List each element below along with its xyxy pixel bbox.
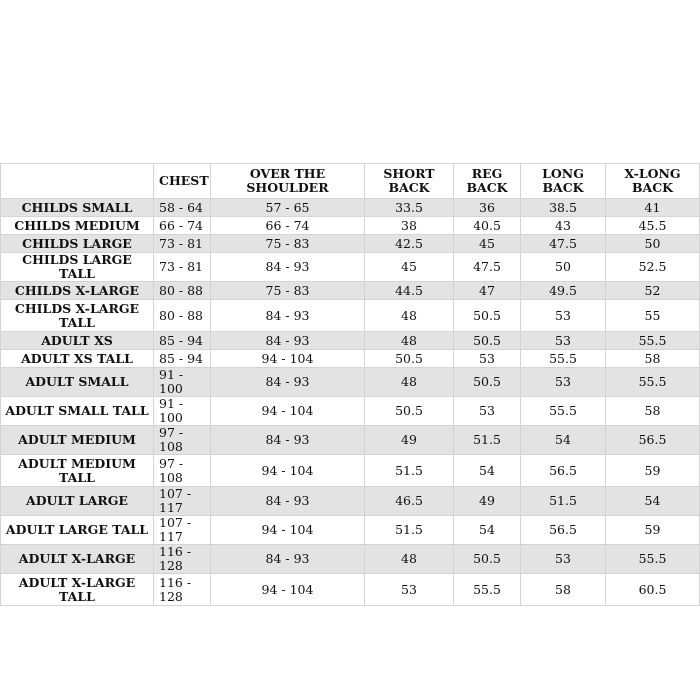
cell-short-back: 50.5 [365,397,454,426]
cell-x-long-back: 50 [606,235,700,253]
cell-x-long-back: 59 [606,516,700,545]
cell-short-back: 48 [365,332,454,350]
cell-reg-back: 47 [454,282,521,300]
cell-long-back: 55.5 [521,397,606,426]
table-row [1,574,700,606]
cell-x-long-back: 56.5 [606,426,700,455]
cell-long-back: 38.5 [521,199,606,217]
cell-reg-back: 50.5 [454,332,521,350]
cell-x-long-back: 60.5 [606,574,700,606]
table-row [1,253,700,282]
cell-over-the-shoulder: 57 - 65 [211,199,365,217]
cell-reg-back: 50.5 [454,368,521,397]
cell-size-name: ADULT SMALL [1,368,154,397]
cell-long-back: 53 [521,545,606,574]
table-row [1,368,700,397]
table-row [1,199,700,217]
cell-over-the-shoulder: 66 - 74 [211,217,365,235]
header-size-cell [1,164,154,199]
table-row [1,487,700,516]
cell-over-the-shoulder: 84 - 93 [211,300,365,332]
cell-short-back: 46.5 [365,487,454,516]
cell-size-name: ADULT X-LARGE [1,545,154,574]
header-row [1,164,700,199]
cell-long-back: 55.5 [521,350,606,368]
cell-over-the-shoulder: 84 - 93 [211,426,365,455]
cell-over-the-shoulder: 94 - 104 [211,574,365,606]
cell-chest: 85 - 94 [154,350,211,368]
cell-over-the-shoulder: 94 - 104 [211,397,365,426]
cell-chest: 66 - 74 [154,217,211,235]
cell-chest: 97 - 108 [154,455,211,487]
table-row [1,426,700,455]
cell-long-back: 49.5 [521,282,606,300]
cell-x-long-back: 45.5 [606,217,700,235]
cell-chest: 107 - 117 [154,487,211,516]
cell-reg-back: 51.5 [454,426,521,455]
table-row [1,300,700,332]
cell-long-back: 53 [521,332,606,350]
cell-reg-back: 49 [454,487,521,516]
cell-long-back: 58 [521,574,606,606]
cell-reg-back: 54 [454,516,521,545]
cell-x-long-back: 55.5 [606,332,700,350]
cell-chest: 97 - 108 [154,426,211,455]
cell-long-back: 43 [521,217,606,235]
cell-short-back: 42.5 [365,235,454,253]
cell-short-back: 51.5 [365,516,454,545]
cell-short-back: 38 [365,217,454,235]
cell-size-name: ADULT XS TALL [1,350,154,368]
header-over-the-shoulder: OVER THE SHOULDER [211,164,365,199]
cell-long-back: 53 [521,300,606,332]
cell-long-back: 51.5 [521,487,606,516]
table-row [1,235,700,253]
cell-chest: 58 - 64 [154,199,211,217]
cell-reg-back: 40.5 [454,217,521,235]
cell-chest: 91 - 100 [154,397,211,426]
cell-x-long-back: 54 [606,487,700,516]
cell-reg-back: 54 [454,455,521,487]
cell-size-name: ADULT MEDIUM [1,426,154,455]
cell-over-the-shoulder: 84 - 93 [211,368,365,397]
cell-reg-back: 53 [454,397,521,426]
cell-x-long-back: 41 [606,199,700,217]
cell-long-back: 53 [521,368,606,397]
header-chest: CHEST [154,164,211,199]
table-row [1,282,700,300]
cell-size-name: ADULT MEDIUM TALL [1,455,154,487]
table-row [1,545,700,574]
size-chart-table [0,163,700,606]
cell-x-long-back: 52.5 [606,253,700,282]
cell-chest: 73 - 81 [154,253,211,282]
cell-size-name: ADULT LARGE [1,487,154,516]
cell-over-the-shoulder: 94 - 104 [211,455,365,487]
cell-short-back: 45 [365,253,454,282]
cell-short-back: 33.5 [365,199,454,217]
cell-long-back: 54 [521,426,606,455]
cell-reg-back: 50.5 [454,545,521,574]
cell-reg-back: 47.5 [454,253,521,282]
table-row [1,332,700,350]
cell-chest: 80 - 88 [154,282,211,300]
header-reg-back: REG BACK [454,164,521,199]
cell-size-name: CHILDS X-LARGE [1,282,154,300]
cell-over-the-shoulder: 84 - 93 [211,487,365,516]
cell-reg-back: 45 [454,235,521,253]
cell-short-back: 44.5 [365,282,454,300]
cell-chest: 116 - 128 [154,574,211,606]
cell-size-name: ADULT X-LARGE TALL [1,574,154,606]
cell-over-the-shoulder: 84 - 93 [211,332,365,350]
cell-x-long-back: 55.5 [606,545,700,574]
cell-chest: 107 - 117 [154,516,211,545]
header-long-back: LONG BACK [521,164,606,199]
cell-size-name: ADULT LARGE TALL [1,516,154,545]
cell-over-the-shoulder: 84 - 93 [211,545,365,574]
cell-short-back: 48 [365,368,454,397]
table-header [1,164,700,199]
cell-reg-back: 50.5 [454,300,521,332]
cell-short-back: 53 [365,574,454,606]
cell-over-the-shoulder: 84 - 93 [211,253,365,282]
table-row [1,350,700,368]
cell-short-back: 48 [365,545,454,574]
cell-reg-back: 36 [454,199,521,217]
cell-chest: 80 - 88 [154,300,211,332]
cell-short-back: 49 [365,426,454,455]
cell-size-name: CHILDS LARGE TALL [1,253,154,282]
cell-over-the-shoulder: 75 - 83 [211,235,365,253]
cell-short-back: 48 [365,300,454,332]
cell-x-long-back: 52 [606,282,700,300]
cell-over-the-shoulder: 75 - 83 [211,282,365,300]
cell-size-name: CHILDS MEDIUM [1,217,154,235]
cell-x-long-back: 55 [606,300,700,332]
cell-chest: 85 - 94 [154,332,211,350]
table-row [1,397,700,426]
cell-x-long-back: 55.5 [606,368,700,397]
cell-long-back: 56.5 [521,516,606,545]
cell-x-long-back: 58 [606,397,700,426]
cell-size-name: CHILDS SMALL [1,199,154,217]
cell-long-back: 56.5 [521,455,606,487]
table-row [1,516,700,545]
cell-chest: 91 - 100 [154,368,211,397]
cell-size-name: CHILDS LARGE [1,235,154,253]
cell-long-back: 50 [521,253,606,282]
cell-short-back: 50.5 [365,350,454,368]
cell-reg-back: 53 [454,350,521,368]
cell-size-name: ADULT XS [1,332,154,350]
cell-chest: 116 - 128 [154,545,211,574]
cell-x-long-back: 58 [606,350,700,368]
header-x-long-back: X-LONG BACK [606,164,700,199]
cell-long-back: 47.5 [521,235,606,253]
cell-x-long-back: 59 [606,455,700,487]
cell-short-back: 51.5 [365,455,454,487]
cell-size-name: ADULT SMALL TALL [1,397,154,426]
cell-over-the-shoulder: 94 - 104 [211,350,365,368]
cell-reg-back: 55.5 [454,574,521,606]
table-row [1,217,700,235]
cell-size-name: CHILDS X-LARGE TALL [1,300,154,332]
cell-chest: 73 - 81 [154,235,211,253]
cell-over-the-shoulder: 94 - 104 [211,516,365,545]
table-row [1,455,700,487]
table-body [1,199,700,606]
header-short-back: SHORT BACK [365,164,454,199]
